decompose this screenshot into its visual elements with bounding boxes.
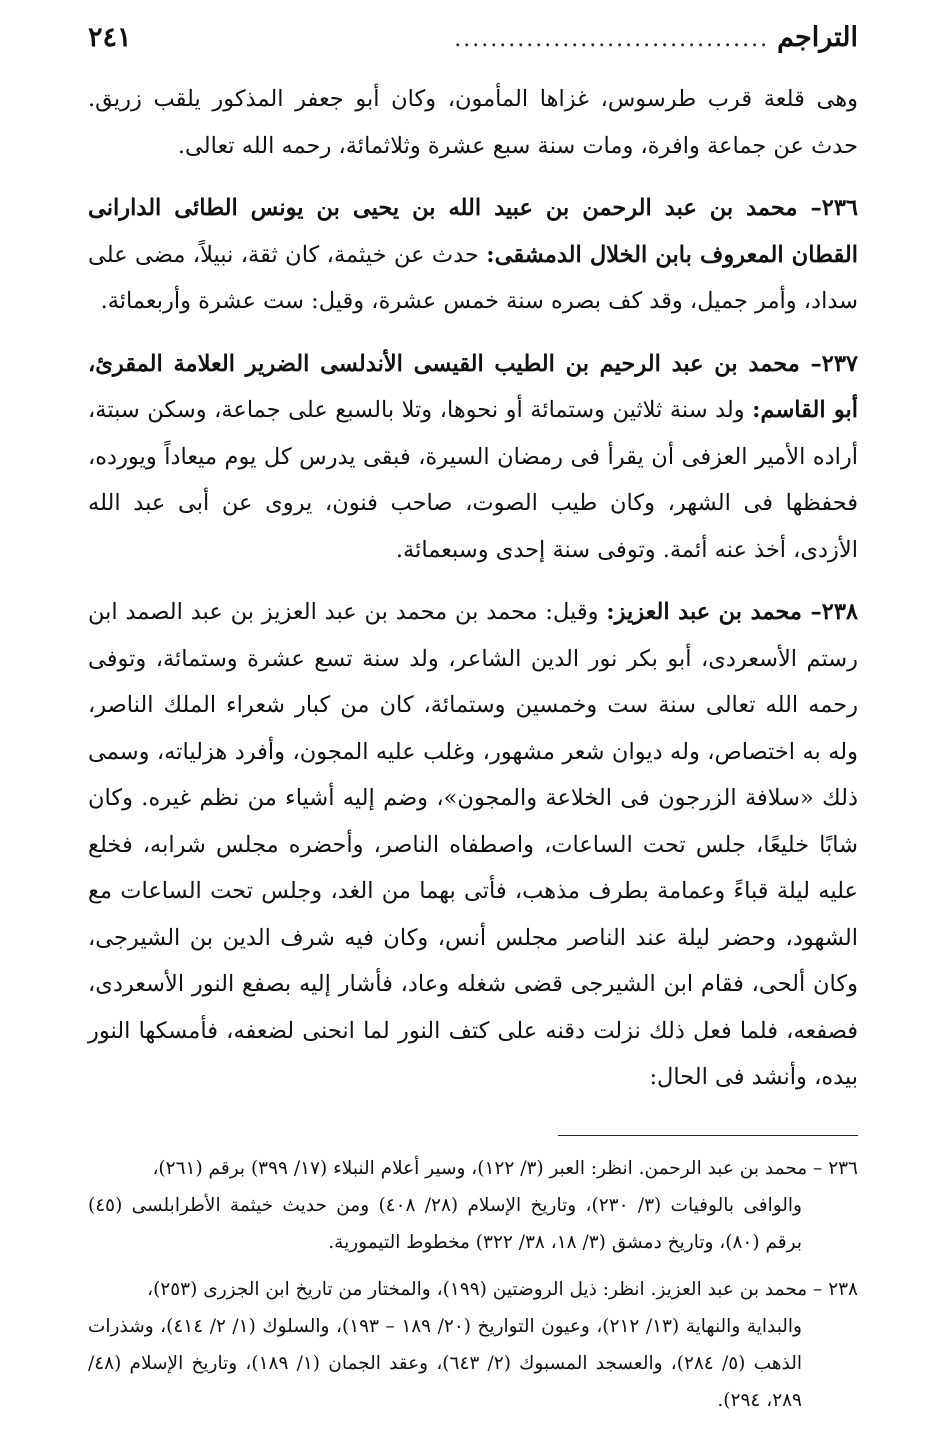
entry-238-heading: ٢٣٨– محمد بن عبد العزيز:: [606, 599, 858, 625]
entry-237-body: ولد سنة ثلاثين وستمائة أو نحوها، وتلا بالسبع على جماعة، وسكن سبتة، أراده الأمير العزفى أن يقرأ فى رمضان السيرة، فبقى يدرس كل يوم ميعاداً ويورده، فحفظها فى الشهر، وكان طيب الصوت، صاحب فنون، يروى عن أبى عبد الله الأزدى، أخذ عنه أئمة. وتوفى سنة إحدى وسبعمائة.: [88, 397, 858, 563]
entry-238: [88, 589, 858, 1101]
page-number: ٢٤١: [88, 22, 132, 53]
entry-236: [88, 185, 858, 325]
entry-236-body: حدث عن خيثمة، كان ثقة، نبيلاً، مضى على سداد، وأمر جميل، وقد كف بصره سنة خمس عشرة، وقيل: ست عشرة وأربعمائة.: [88, 241, 858, 314]
footnote-238-continuation: والبداية والنهاية (١٣/ ٢١٢)، وعيون التواريخ (٢٠/ ١٨٩ – ١٩٣)، والسلوك (١/ ٢/ ٤١٤)، وشذرات الذهب (٥/ ٢٨٤)، والعسجد المسبوك (٢/ ٦٤٣)، وعقد الجمان (١/ ١٨٩)، وتاريخ الإسلام (٤٨/ ٢٨٩، ٢٩٤).: [88, 1315, 802, 1411]
entry-238-body: وقيل: محمد بن محمد بن عبد العزيز بن عبد الصمد ابن رستم الأسعردى، أبو بكر نور الدين الشاعر، ولد سنة تسع عشرة وستمائة، وتوفى رحمه الله تعالى سنة ست وخمسين وستمائة، كان من كبار شعراء الملك الناصر، وله به اختصاص، وله ديوان شعر مشهور، وغلب عليه المجون، وأفرد هزلياته، وسمى ذلك «سلافة الزرجون فى الخلاعة والمجون»، وضم إليه أشياء من نظم غيره. وكان شابًا خليعًا، جلس تحت الساعات، واصطفاه الناصر، وأحضره مجلس شرابه، فخلع عليه ليلة قباءً وعمامة بطرف مذهب، فأتى بهما من الغد، وجلس تحت الساعات مع الشهود، وحضر ليلة عند الناصر مجلس أنس، وكان فيه شرف الدين بن الشيرجى، وكان ألحى، فقام ابن الشيرجى قضى شغله وعاد، فأشار إليه بصفع النور الأسعردى، فصفعه، فلما فعل ذلك نزلت دقنه على كتف النور لما انحنى لضعفه، فأمسكها النور بيده، وأنشد فى الحال:: [88, 599, 858, 1090]
page-header: [88, 22, 858, 76]
footnote-238: [88, 1271, 858, 1419]
footnote-236-continuation: والوافى بالوفيات (٣/ ٢٣٠)، وتاريخ الإسلام (٢٨/ ٤٠٨) ومن حديث خيثمة الأطرابلسى (٤٥) برقم (٨٠)، وتاريخ دمشق (٣/ ١٨، ٣٨/ ٣٢٢) مخطوط التيمورية.: [88, 1194, 802, 1253]
running-title: التراجم: [777, 22, 858, 53]
intro-paragraph: وهى قلعة قرب طرسوس، غزاها المأمون، وكان أبو جعفر المذكور يلقب زريق. حدث عن جماعة وافرة، ومات سنة سبع عشرة وثلاثمائة، رحمه الله تعالى.: [88, 86, 858, 159]
entry-237: [88, 341, 858, 574]
footnote-236-first-line: ٢٣٦ – محمد بن عبد الرحمن. انظر: العبر (٣/ ١٢٢)، وسير أعلام النبلاء (١٧/ ٣٩٩) برقم (٢٦١)،: [152, 1157, 858, 1179]
main-text: [88, 76, 858, 1101]
leader-dots: ...................................: [454, 27, 770, 52]
footnote-238-first-line: ٢٣٨ – محمد بن عبد العزيز. انظر: ذيل الروضتين (١٩٩)، والمختار من تاريخ ابن الجزرى (٢٥٣)،: [147, 1278, 858, 1300]
entry-237-heading: ٢٣٧– محمد بن عبد الرحيم بن الطيب القيسى الأندلسى الضرير العلامة المقرئ، أبو القاسم:: [88, 350, 858, 423]
footnote-236: [88, 1150, 858, 1261]
footnote-divider: [558, 1135, 858, 1136]
book-page: [88, 22, 858, 1429]
entry-236-heading: ٢٣٦– محمد بن عبد الرحمن بن عبيد الله بن يحيى بن يونس الطائى الدارانى القطان المعروف بابن الخلال الدمشقى:: [88, 195, 859, 268]
footnotes: [88, 1150, 858, 1419]
